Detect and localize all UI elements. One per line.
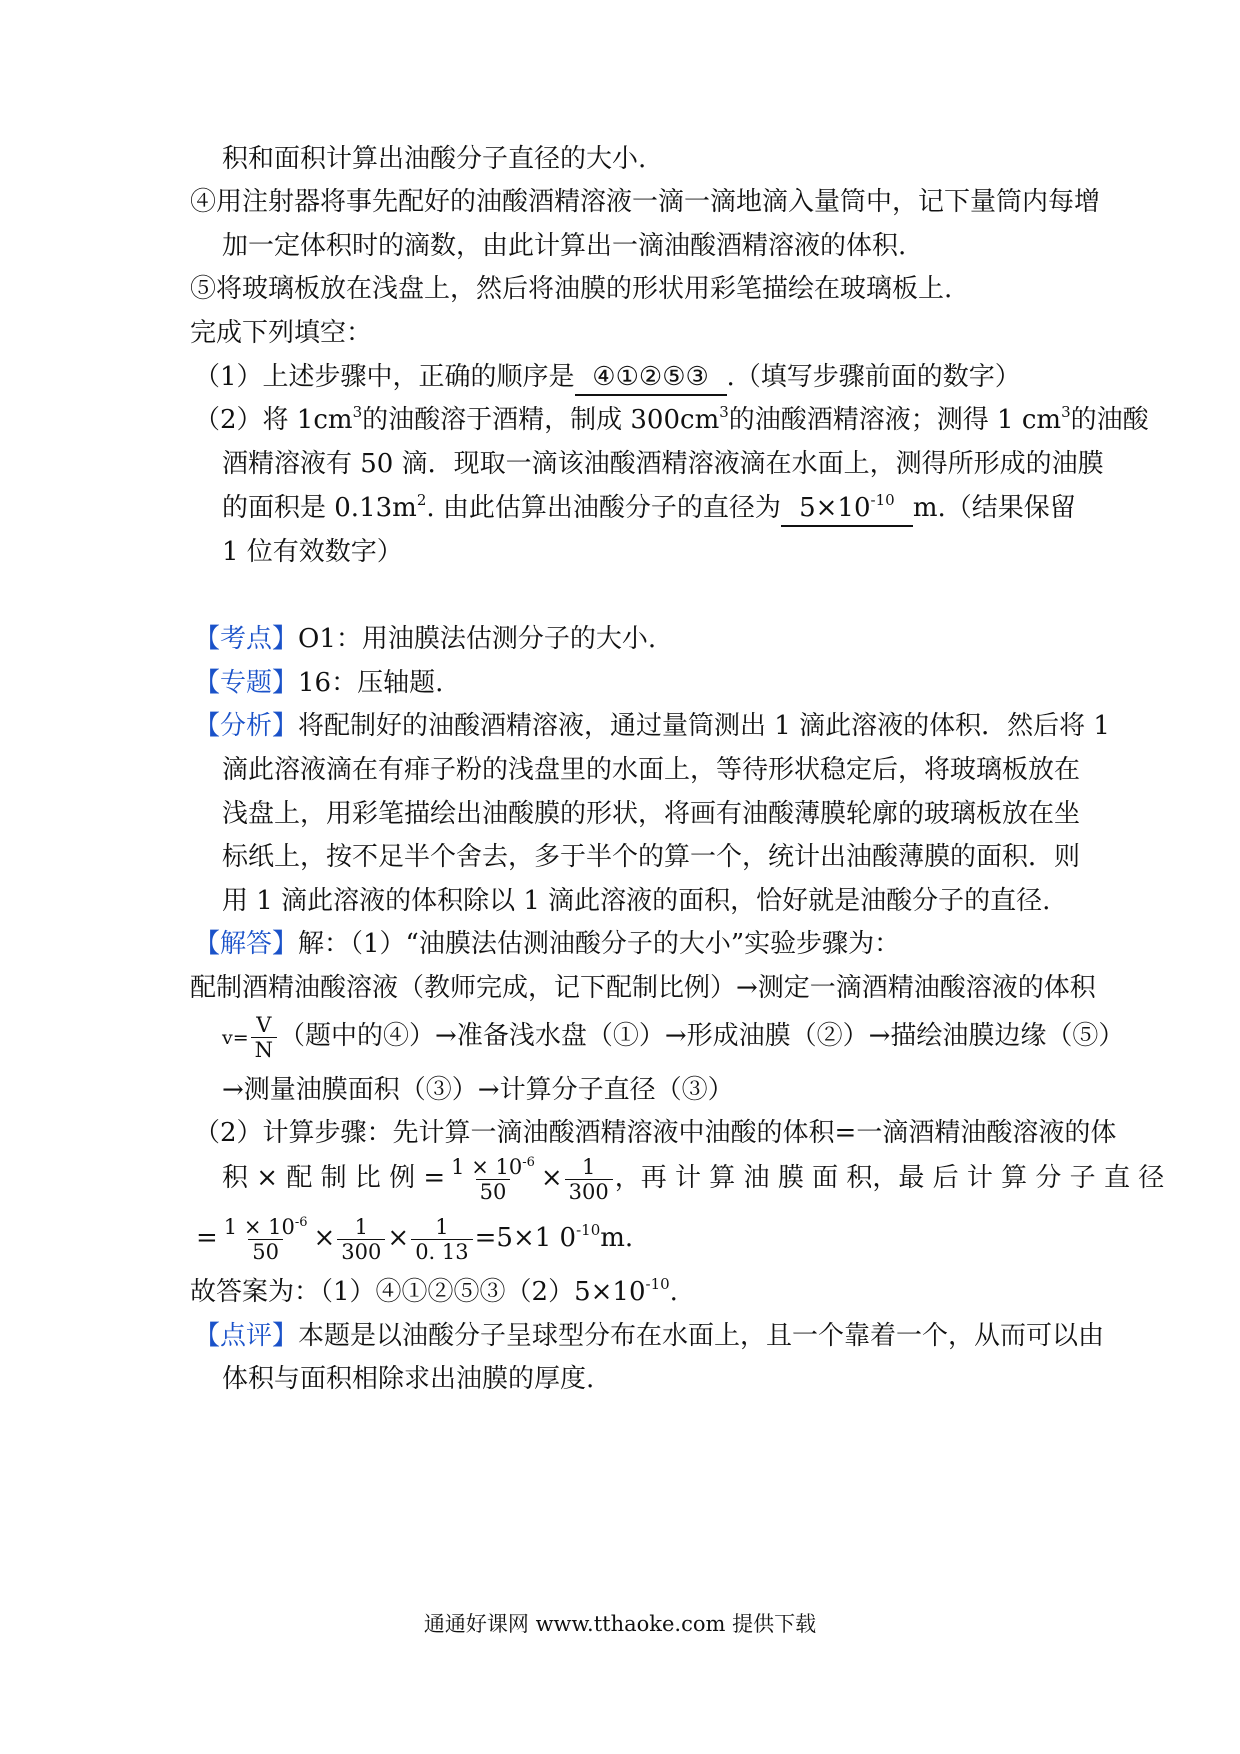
text-run: 的油酸 (1070, 405, 1149, 435)
question-1-note: .（填写步骤前面的数字） (726, 362, 1021, 392)
question-2-line-3 (222, 491, 1076, 527)
fenxi (194, 709, 1110, 743)
fenxi-text: 将配制好的油酸酒精溶液，通过量筒测出 1 滴此溶液的体积．然后将 1 (298, 711, 1110, 741)
question-1 (194, 360, 1021, 396)
fill-prompt: 完成下列填空： (190, 318, 373, 348)
exponent: -6 (294, 1214, 308, 1230)
jieda-tag: 【解答】 (194, 929, 299, 959)
superscript: 3 (352, 403, 363, 421)
kaodian-tag: 【考点】 (194, 624, 299, 654)
fenxi-tag: 【分析】 (194, 711, 299, 741)
kaodian-text: O1：用油膜法估测分子的大小. (298, 624, 657, 654)
result: =5×1 0 (474, 1223, 577, 1253)
kaodian (194, 622, 656, 656)
zhuanti (194, 666, 443, 700)
dianping-text: 本题是以油酸分子呈球型分布在水面上，且一个靠着一个，从而可以由 (298, 1321, 1105, 1351)
denominator: 50 (248, 1239, 283, 1264)
superscript: 3 (719, 403, 729, 421)
equals-sign: = (196, 1223, 218, 1253)
text-run: 的油酸酒精溶液；测得 1 cm (728, 405, 1062, 435)
zhuanti-text: 16：压轴题. (298, 668, 444, 698)
times-sign: × (540, 1163, 563, 1193)
result-exponent: -10 (576, 1221, 601, 1239)
dianping (194, 1319, 1104, 1353)
jieda (194, 927, 900, 961)
question-1-answer: ④①②⑤③ (575, 360, 727, 396)
times-sign: × (387, 1223, 410, 1253)
v-equals: v= (222, 1027, 249, 1049)
text-run: 的油酸溶于酒精，制成 300cm (362, 405, 720, 435)
text-run: 的面积是 0.13m (222, 493, 417, 523)
final-answer-exponent: -10 (645, 1275, 670, 1293)
text-run: . 由此估算出油酸分子的直径为 (426, 493, 781, 523)
text-run: ，再 计 算 油 膜 面 积，最 后 计 算 分 子 直 径 (614, 1163, 1165, 1193)
fenxi-line-4: 标纸上，按不足半个舍去，多于半个的算一个，统计出油酸薄膜的面积．则 (222, 842, 1081, 872)
denominator: 0. 13 (411, 1239, 472, 1264)
exponent: -6 (522, 1154, 535, 1170)
denominator: 300 (337, 1239, 385, 1264)
question-2-answer (781, 491, 913, 527)
superscript: 3 (1061, 403, 1071, 421)
fraction-1-over-300 (565, 1155, 613, 1204)
step-5: ⑤将玻璃板放在浅盘上，然后将油膜的形状用彩笔描绘在玻璃板上. (190, 274, 953, 304)
final-answer-text: 故答案为：（1）④①②⑤③（2）5×10 (190, 1277, 646, 1307)
answer-base: 5×10 (799, 493, 871, 523)
numerator: 1 (354, 1214, 369, 1239)
numerator: V (256, 1012, 272, 1037)
question-2-line-2: 酒精溶液有 50 滴．现取一滴该油酸酒精溶液滴在水面上，测得所形成的油膜 (222, 449, 1104, 479)
fenxi-line-2: 滴此溶液滴在有痱子粉的浅盘里的水面上，等待形状稳定后，将玻璃板放在 (222, 755, 1081, 785)
result-unit: m. (600, 1223, 634, 1253)
jieda-line-2: 配制酒精油酸溶液（教师完成，记下配制比例）→测定一滴酒精油酸溶液的体积 (190, 973, 1096, 1003)
final-answer-end: . (669, 1277, 678, 1307)
jieda-line-4: →测量油膜面积（③）→计算分子直径（③） (222, 1075, 734, 1105)
answer-exponent: -10 (870, 491, 895, 509)
text-run: m.（结果保留 (912, 493, 1076, 523)
dianping-tag: 【点评】 (194, 1321, 299, 1351)
text-run: （2）将 1cm (194, 405, 353, 435)
numerator-base: 1 × 10 (451, 1154, 523, 1179)
fraction-1-over-0-13 (411, 1215, 472, 1264)
step-4-line-1: ④用注射器将事先配好的油酸酒精溶液一滴一滴地滴入量筒中，记下量筒内每增 (190, 187, 1101, 217)
question-2-line-1 (194, 403, 1149, 437)
denominator: 50 (476, 1179, 511, 1204)
step-4-line-2: 加一定体积时的滴数，由此计算出一滴油酸酒精溶液的体积. (222, 231, 907, 261)
fenxi-line-5: 用 1 滴此溶液的体积除以 1 滴此溶液的面积，恰好就是油酸分子的直径. (222, 886, 1051, 916)
numerator-base: 1 × 10 (223, 1214, 295, 1239)
superscript: 2 (416, 491, 427, 509)
denominator: N (251, 1037, 277, 1062)
text-line: 积和面积计算出油酸分子直径的大小. (222, 144, 647, 174)
zhuanti-tag: 【专题】 (194, 668, 299, 698)
fraction-1e-6-over-50 (447, 1155, 539, 1204)
calc-line-3 (196, 1208, 633, 1268)
question-2-line-4: 1 位有效数字） (222, 537, 403, 567)
fenxi-line-3: 浅盘上，用彩笔描绘出油酸膜的形状，将画有油酸薄膜轮廓的玻璃板放在坐 (222, 799, 1081, 829)
jieda-line-3 (222, 1008, 1124, 1066)
fraction-1e-6-over-50 (220, 1215, 312, 1264)
fraction-v-over-n (251, 1013, 277, 1062)
times-sign: × (313, 1223, 336, 1253)
question-1-text: （1）上述步骤中，正确的顺序是 (194, 362, 575, 392)
jieda-text: 解：（1）“油膜法估测油酸分子的大小”实验步骤为： (298, 929, 901, 959)
page-footer: 通通好课网 www.tthaoke.com 提供下载 (423, 1612, 817, 1636)
final-answer (190, 1275, 678, 1309)
calc-line-1: （2）计算步骤：先计算一滴油酸酒精溶液中油酸的体积=一滴酒精油酸溶液的体 (194, 1118, 1117, 1148)
fraction-1-over-300 (337, 1215, 385, 1264)
dianping-line-2: 体积与面积相除求出油膜的厚度. (222, 1364, 595, 1394)
numerator (447, 1155, 539, 1179)
text-run: 积 × 配 制 比 例 = (222, 1163, 446, 1193)
denominator: 300 (565, 1179, 613, 1204)
text-run: （题中的④）→准备浅水盘（①）→形成油膜（②）→描绘油膜边缘（⑤） (279, 1021, 1125, 1051)
calc-line-2 (222, 1148, 1164, 1208)
numerator: 1 (435, 1214, 449, 1239)
numerator: 1 (582, 1154, 596, 1179)
numerator (220, 1215, 312, 1239)
